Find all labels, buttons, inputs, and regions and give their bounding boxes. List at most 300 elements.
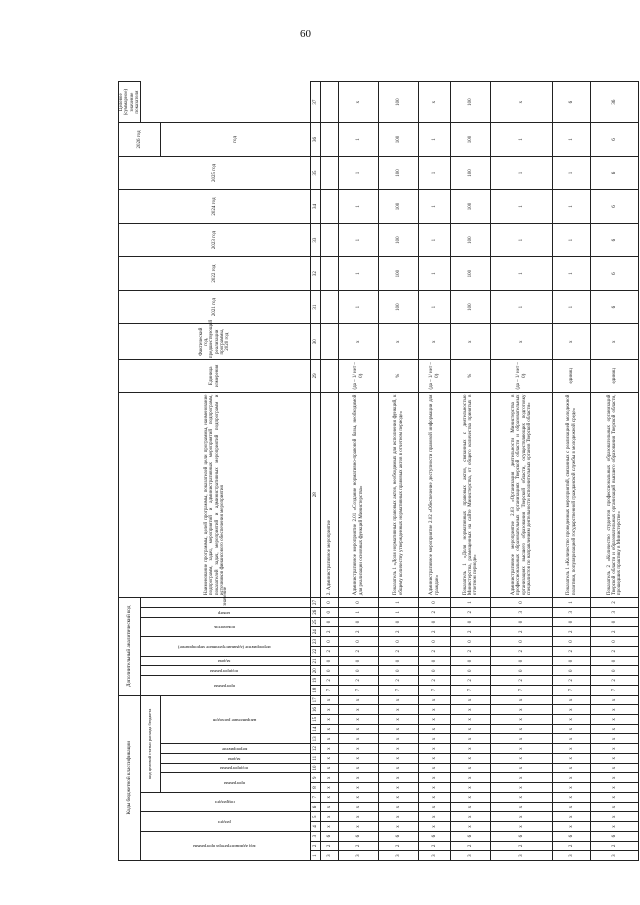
code-digit: x xyxy=(491,822,553,832)
header-add-subprogram-label: подпрограмма xyxy=(210,669,239,675)
code-digit: 0 xyxy=(321,617,339,627)
row-unit: единиц xyxy=(553,360,591,392)
code-digit: x xyxy=(491,792,553,802)
code-digit: x xyxy=(591,812,639,822)
code-digit: x xyxy=(553,724,591,734)
column-number: 9 xyxy=(311,773,321,783)
table-row xyxy=(491,82,553,861)
header-expense-direction xyxy=(161,695,311,744)
code-digit: x xyxy=(419,822,451,832)
row-year-value: 1 xyxy=(339,190,379,224)
code-digit: x xyxy=(419,734,451,744)
code-digit: x xyxy=(321,753,339,763)
code-digit: x xyxy=(339,744,379,754)
code-digit: x xyxy=(419,812,451,822)
code-digit: x xyxy=(591,753,639,763)
code-digit: x xyxy=(419,705,451,715)
code-digit: x xyxy=(321,792,339,802)
code-digit: 2 xyxy=(379,676,419,686)
code-digit: x xyxy=(591,763,639,773)
code-digit: x xyxy=(491,705,553,715)
row-base-year: x xyxy=(591,324,639,360)
code-digit: 6 xyxy=(339,831,379,841)
row-name: Показатель 1 «Количество проведенных мероприятий, связанных с реализацией молодежной политики, популяризацией государственной гражданской службы в молодежной среде» xyxy=(553,392,591,598)
column-number: 7 xyxy=(311,792,321,802)
code-digit: 1 xyxy=(379,598,419,608)
code-digit: 3 xyxy=(553,607,591,617)
header-add-program xyxy=(141,676,311,695)
code-digit: 0 xyxy=(379,656,419,666)
row-target-value xyxy=(321,82,339,123)
code-digit: 2 xyxy=(339,676,379,686)
code-digit: 0 xyxy=(419,617,451,627)
code-digit: 1 xyxy=(339,607,379,617)
code-digit: 2 xyxy=(591,841,639,851)
code-digit: x xyxy=(321,802,339,812)
table-row xyxy=(451,82,491,861)
row-year-value xyxy=(321,290,339,324)
row-unit: % xyxy=(451,360,491,392)
row-year-value: 100 xyxy=(379,257,419,291)
column-number: 32 xyxy=(311,257,321,291)
row-name: Показатель 1 «Доля нормативных правовых актов, необходимых для исполнения функций, к общему количеству утвержденных нормативных правовых актов в отчетном периоде» xyxy=(379,392,419,598)
header-program xyxy=(161,773,311,792)
header-target-article: код целевой статьи расхода бюджета xyxy=(141,695,161,792)
code-digit: 7 xyxy=(339,685,379,695)
code-digit: x xyxy=(591,792,639,802)
code-digit: 2 xyxy=(451,627,491,637)
code-digit: 2 xyxy=(491,627,553,637)
code-digit: x xyxy=(553,753,591,763)
code-digit: 2 xyxy=(553,676,591,686)
code-digit: 2 xyxy=(553,646,591,656)
code-digit: x xyxy=(379,724,419,734)
code-digit: 0 xyxy=(591,637,639,647)
row-year-value: 100 xyxy=(379,223,419,257)
row-target-value: x xyxy=(491,82,553,123)
code-digit: x xyxy=(379,802,419,812)
row-year-value: 100 xyxy=(451,190,491,224)
code-digit: 1 xyxy=(553,598,591,608)
row-year-value: 6 xyxy=(591,257,639,291)
code-digit: 0 xyxy=(491,598,553,608)
header-add-indicator xyxy=(141,617,311,636)
header-add-activity xyxy=(141,637,311,656)
code-digit: x xyxy=(491,763,553,773)
code-digit: x xyxy=(491,783,553,793)
row-year-value: 1 xyxy=(491,223,553,257)
column-number: 23 xyxy=(311,637,321,647)
code-digit: 2 xyxy=(491,646,553,656)
row-year-value: 6 xyxy=(591,223,639,257)
row-name: Административное мероприятие 2.02 «Обеспечение доступности правовой информации для граждан» xyxy=(419,392,451,598)
header-y2022: 2022 год xyxy=(119,257,311,291)
header-base-year: Фактический год, предшествующий реализации программы, 2020 год xyxy=(119,324,311,360)
header-classification: Коды бюджетной классификации xyxy=(119,695,141,860)
code-digit: x xyxy=(451,773,491,783)
column-number: 20 xyxy=(311,666,321,676)
code-digit: 6 xyxy=(591,831,639,841)
header-activity-label: мероприятие xyxy=(221,746,248,752)
code-digit: x xyxy=(321,724,339,734)
header-activity xyxy=(161,744,311,754)
code-digit: 0 xyxy=(491,617,553,627)
column-number: 1 xyxy=(311,851,321,861)
code-digit: 2 xyxy=(379,627,419,637)
code-digit: x xyxy=(553,705,591,715)
column-number: 15 xyxy=(311,714,321,724)
code-digit: x xyxy=(553,822,591,832)
row-year-value: 1 xyxy=(419,190,451,224)
code-digit: x xyxy=(591,773,639,783)
code-digit: x xyxy=(491,734,553,744)
code-digit: x xyxy=(339,753,379,763)
code-digit: x xyxy=(379,763,419,773)
header-target: Целевое (суммарное) значение показателя xyxy=(119,82,141,123)
header-year: год xyxy=(161,123,311,157)
code-digit: 0 xyxy=(321,637,339,647)
code-digit: 2 xyxy=(321,646,339,656)
row-year-value: 1 xyxy=(419,290,451,324)
code-digit: x xyxy=(553,773,591,783)
page-number: 60 xyxy=(300,28,311,40)
code-digit: 7 xyxy=(451,685,491,695)
code-digit: 3 xyxy=(591,851,639,861)
code-digit: x xyxy=(591,705,639,715)
header-add-subprogram xyxy=(141,666,311,676)
code-digit: 0 xyxy=(451,617,491,627)
code-digit: 2 xyxy=(339,627,379,637)
row-unit: (да – 1/ нет – 0) xyxy=(419,360,451,392)
column-number: 10 xyxy=(311,763,321,773)
code-digit: 7 xyxy=(553,685,591,695)
row-target-value: 6 xyxy=(553,82,591,123)
code-digit: 7 xyxy=(591,685,639,695)
code-digit: x xyxy=(321,695,339,705)
row-year-value: 100 xyxy=(451,223,491,257)
code-digit: 2 xyxy=(591,627,639,637)
code-digit: 1 xyxy=(451,598,491,608)
header-subsection xyxy=(141,792,311,811)
code-digit: x xyxy=(419,773,451,783)
table-row xyxy=(339,82,379,861)
code-digit: 3 xyxy=(321,851,339,861)
code-digit: x xyxy=(553,744,591,754)
code-digit: 7 xyxy=(419,685,451,695)
code-digit: 2 xyxy=(419,841,451,851)
row-year-value: 1 xyxy=(553,123,591,157)
code-digit: 0 xyxy=(379,666,419,676)
column-number: 29 xyxy=(311,360,321,392)
column-number: 34 xyxy=(311,190,321,224)
header-task-label: задача xyxy=(228,756,241,762)
column-number: 30 xyxy=(311,324,321,360)
table-row xyxy=(321,82,339,861)
column-number: 28 xyxy=(311,392,321,598)
code-digit: x xyxy=(379,744,419,754)
code-digit: x xyxy=(321,734,339,744)
header-section xyxy=(141,812,311,831)
code-digit: 2 xyxy=(553,841,591,851)
code-digit: 0 xyxy=(491,666,553,676)
code-digit: 2 xyxy=(379,841,419,851)
row-year-value: 6 xyxy=(591,290,639,324)
code-digit: 2 xyxy=(553,627,591,637)
code-digit: 0 xyxy=(339,598,379,608)
row-year-value: 1 xyxy=(339,123,379,157)
code-digit: 2 xyxy=(419,676,451,686)
code-digit: 3 xyxy=(491,851,553,861)
code-digit: x xyxy=(339,812,379,822)
code-digit: x xyxy=(591,724,639,734)
code-digit: x xyxy=(339,802,379,812)
column-number: 4 xyxy=(311,822,321,832)
code-digit: x xyxy=(339,734,379,744)
code-digit: x xyxy=(419,783,451,793)
row-year-value: 1 xyxy=(553,223,591,257)
header-additional-code: Дополнительный аналитический код xyxy=(119,598,141,695)
code-digit: x xyxy=(321,714,339,724)
row-year-value: 100 xyxy=(379,156,419,190)
code-digit: x xyxy=(339,783,379,793)
code-digit: 2 xyxy=(591,598,639,608)
row-target-value: 100 xyxy=(451,82,491,123)
code-digit: x xyxy=(591,734,639,744)
table-row xyxy=(419,82,451,861)
code-digit: x xyxy=(553,802,591,812)
row-year-value: 1 xyxy=(491,123,553,157)
column-number: 14 xyxy=(311,724,321,734)
code-digit: x xyxy=(339,695,379,705)
header-subprogram-label: подпрограмма xyxy=(220,766,249,772)
code-digit: 6 xyxy=(451,831,491,841)
row-year-value: 1 xyxy=(553,290,591,324)
code-digit: x xyxy=(591,802,639,812)
program-indicators-table xyxy=(118,81,639,861)
header-program-label: программа xyxy=(223,781,245,787)
code-digit: 2 xyxy=(339,646,379,656)
program-table-rotated xyxy=(118,81,623,861)
row-base-year: x xyxy=(339,324,379,360)
code-digit: x xyxy=(451,802,491,812)
row-year-value: 1 xyxy=(419,223,451,257)
code-digit: 2 xyxy=(321,627,339,637)
row-base-year: x xyxy=(491,324,553,360)
code-digit: 0 xyxy=(491,656,553,666)
header-subprogram xyxy=(161,763,311,773)
header-y2023: 2023 год xyxy=(119,223,311,257)
code-digit: x xyxy=(339,792,379,802)
column-number: 18 xyxy=(311,685,321,695)
code-digit: x xyxy=(339,773,379,783)
code-digit: x xyxy=(553,812,591,822)
table-row xyxy=(591,82,639,861)
code-digit: 0 xyxy=(553,656,591,666)
row-year-value: 1 xyxy=(339,257,379,291)
code-digit: 2 xyxy=(379,646,419,656)
code-digit: x xyxy=(451,812,491,822)
row-target-value: 100 xyxy=(379,82,419,123)
code-digit: 3 xyxy=(591,607,639,617)
row-year-value: 100 xyxy=(451,156,491,190)
code-digit: x xyxy=(379,714,419,724)
code-digit: 2 xyxy=(451,841,491,851)
code-digit: 0 xyxy=(339,666,379,676)
header-task xyxy=(161,753,311,763)
row-target-value: x xyxy=(419,82,451,123)
header-add-task-label: задача xyxy=(218,659,231,665)
code-digit: 0 xyxy=(451,656,491,666)
code-digit: x xyxy=(321,705,339,715)
code-digit: 0 xyxy=(553,637,591,647)
code-digit: 0 xyxy=(419,666,451,676)
row-base-year: x xyxy=(451,324,491,360)
column-number: 5 xyxy=(311,812,321,822)
code-digit: x xyxy=(591,695,639,705)
code-digit: 2 xyxy=(491,841,553,851)
code-digit: 0 xyxy=(321,656,339,666)
row-year-value xyxy=(321,257,339,291)
code-digit: 2 xyxy=(451,646,491,656)
code-digit: x xyxy=(491,812,553,822)
column-number: 33 xyxy=(311,223,321,257)
code-digit: x xyxy=(419,714,451,724)
code-digit: 2 xyxy=(451,676,491,686)
header-add-task xyxy=(141,656,311,666)
row-year-value: 1 xyxy=(553,190,591,224)
column-number: 13 xyxy=(311,734,321,744)
column-number: 26 xyxy=(311,607,321,617)
code-digit: x xyxy=(451,783,491,793)
code-digit: 3 xyxy=(419,851,451,861)
code-digit: 0 xyxy=(419,656,451,666)
row-year-value: 1 xyxy=(491,156,553,190)
row-year-value: 1 xyxy=(339,156,379,190)
row-year-value: 100 xyxy=(379,290,419,324)
code-digit: x xyxy=(339,763,379,773)
header-expense-direction-label: направление расходов xyxy=(212,717,256,723)
row-name: 2. Административное мероприятие xyxy=(321,392,339,598)
code-digit: 0 xyxy=(451,666,491,676)
code-digit: 3 xyxy=(379,851,419,861)
code-digit: 6 xyxy=(553,831,591,841)
column-number: 25 xyxy=(311,617,321,627)
header-y2025: 2025 год xyxy=(119,156,311,190)
row-year-value: 1 xyxy=(339,290,379,324)
code-digit: 2 xyxy=(591,676,639,686)
code-digit: x xyxy=(553,734,591,744)
row-year-value: 100 xyxy=(379,190,419,224)
header-value: значение xyxy=(141,598,311,608)
code-digit: x xyxy=(339,705,379,715)
code-digit: x xyxy=(419,763,451,773)
row-base-year: x xyxy=(419,324,451,360)
row-year-value xyxy=(321,156,339,190)
header-y2021: 2021 год xyxy=(119,290,311,324)
row-unit: % xyxy=(379,360,419,392)
column-number: 3 xyxy=(311,831,321,841)
column-number: 37 xyxy=(311,82,321,123)
code-digit: x xyxy=(379,695,419,705)
code-digit: x xyxy=(321,783,339,793)
row-year-value: 100 xyxy=(451,123,491,157)
code-digit: x xyxy=(451,705,491,715)
code-digit: 0 xyxy=(321,598,339,608)
row-name: Показатель 1 «Доля нормативных правовых актов, связанных с деятельностью Министерства, размещенных на сайте Министерства, от общего количества принятых в отчетном периоде» xyxy=(451,392,491,598)
code-digit: x xyxy=(591,744,639,754)
code-digit: 0 xyxy=(379,617,419,627)
code-digit: 2 xyxy=(591,646,639,656)
code-digit: x xyxy=(321,812,339,822)
code-digit: x xyxy=(553,763,591,773)
row-year-value: 1 xyxy=(491,190,553,224)
code-digit: 0 xyxy=(321,607,339,617)
code-digit: 2 xyxy=(321,676,339,686)
row-year-value: 1 xyxy=(419,123,451,157)
code-digit: x xyxy=(419,724,451,734)
row-name: Административное мероприятие 2.03 «Организация деятельности Министерства в профессиональных образовательных организациях Тверской области и образовательных организациях высшего образования Тверской области, осуществляющих подготовку специалистов по направлениям деятельности исполнительных органов Тверской области» xyxy=(491,392,553,598)
row-year-value xyxy=(321,223,339,257)
code-digit: 3 xyxy=(553,851,591,861)
code-digit: x xyxy=(379,822,419,832)
row-year-value: 6 xyxy=(591,123,639,157)
code-digit: 1 xyxy=(379,607,419,617)
code-digit: 0 xyxy=(339,617,379,627)
column-number: 35 xyxy=(311,156,321,190)
code-digit: x xyxy=(491,695,553,705)
column-number: 36 xyxy=(311,123,321,157)
code-digit: x xyxy=(553,792,591,802)
code-digit: x xyxy=(339,714,379,724)
code-digit: x xyxy=(339,822,379,832)
code-digit: x xyxy=(451,724,491,734)
column-number: 22 xyxy=(311,646,321,656)
row-unit: (да – 1/ нет – 0) xyxy=(491,360,553,392)
column-number: 21 xyxy=(311,656,321,666)
code-digit: 0 xyxy=(553,666,591,676)
code-digit: 3 xyxy=(451,851,491,861)
code-digit: 6 xyxy=(491,831,553,841)
code-digit: x xyxy=(379,792,419,802)
code-digit: 2 xyxy=(491,676,553,686)
code-digit: 0 xyxy=(419,598,451,608)
code-digit: 6 xyxy=(379,831,419,841)
code-digit: x xyxy=(451,734,491,744)
row-year-value xyxy=(321,123,339,157)
code-digit: x xyxy=(591,822,639,832)
table-row xyxy=(553,82,591,861)
row-name: Показатель 2 «Количество студентов профессиональных образовательных организаций Тверской области и образовательных организаций высшего образования Тверской области, прошедших практику в Министерстве» xyxy=(591,392,639,598)
header-add-program-label: программа xyxy=(213,683,235,689)
header-unit: Единица измерения xyxy=(119,360,311,392)
header-add-indicator-label: показатель xyxy=(213,625,235,631)
code-digit: 2 xyxy=(419,646,451,656)
code-digit: 0 xyxy=(339,637,379,647)
column-number: 16 xyxy=(311,705,321,715)
code-digit: x xyxy=(379,773,419,783)
code-digit: x xyxy=(379,753,419,763)
code-digit: x xyxy=(451,763,491,773)
row-year-value: 6 xyxy=(591,156,639,190)
row-target-value: x xyxy=(339,82,379,123)
code-digit: 3 xyxy=(339,851,379,861)
code-digit: x xyxy=(553,783,591,793)
code-digit: 6 xyxy=(419,831,451,841)
row-year-value: 1 xyxy=(491,290,553,324)
code-digit: x xyxy=(419,744,451,754)
row-year-value: 1 xyxy=(491,257,553,291)
row-year-value: 100 xyxy=(451,290,491,324)
